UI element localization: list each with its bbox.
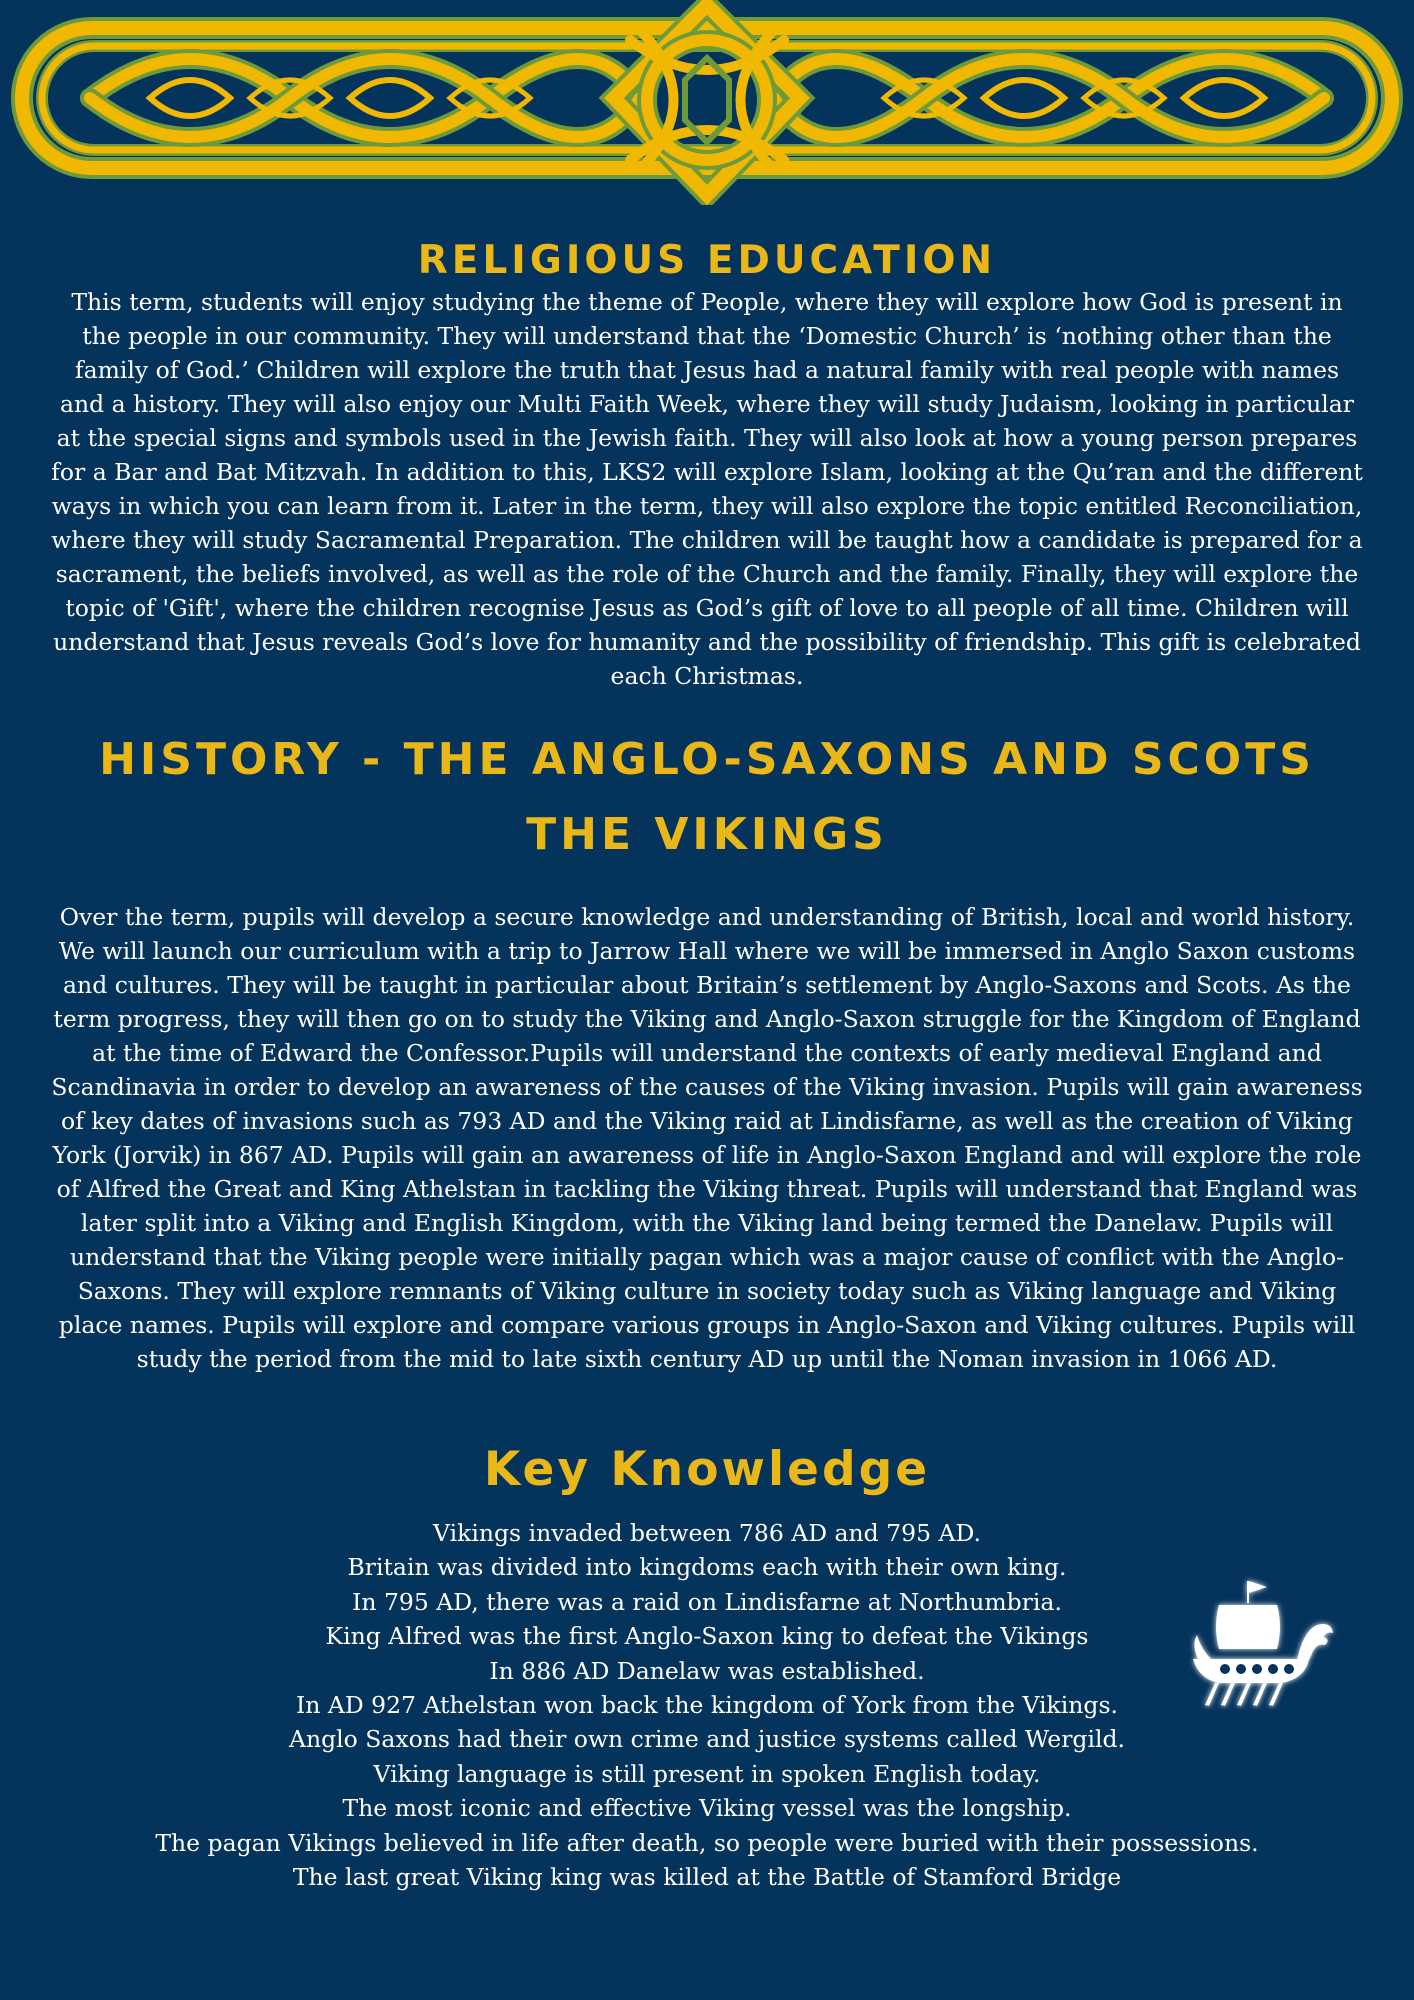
- list-item: The last great Viking king was killed at the Battle of Stamford Bridge: [292, 1863, 1122, 1892]
- history-title-line1: HISTORY - THE ANGLO-SAXONS AND SCOTS: [99, 734, 1315, 785]
- re-title: RELIGIOUS EDUCATION: [417, 238, 997, 283]
- list-item: In AD 927 Athelstan won back the kingdom of York from the Vikings.: [295, 1691, 1118, 1720]
- list-item: In 795 AD, there was a raid on Lindisfarne at Northumbria.: [352, 1587, 1062, 1616]
- list-item: Britain was divided into kingdoms each with their own king.: [347, 1553, 1067, 1582]
- history-body: Over the term, pupils will develop a secure knowledge and understanding of British, local and world history. We will launch our curriculum with a trip to Jarrow Hall where we will be immersed in Anglo Saxon customs and cultures. They will be taught in particular about Britain’s settlement by Anglo-Saxons and Scots. As the term progress, they will then go on to study the Viking and Anglo-Saxon struggle for the Kingdom of England at the time of Edward the Confessor.Pupils will understand the contexts of early medieval England and Scandinavia in order to develop an awareness of the causes of the Viking invasion. Pupils will gain awareness of key dates of invasions such as 793 AD and the Viking raid at Lindisfarne, as well as the creation of Viking York (Jorvik) in 867 AD. Pupils will gain an awareness of life in Anglo-Saxon England and will explore the role of Alfred the Great and King Athelstan in tackling the Viking threat. Pupils will understand that England was later split into a Viking and English Kingdom, with the Viking land being termed the Danelaw. Pupils will understand that the Viking people were initially pagan which was a major cause of conflict with the Anglo-Saxons. They will explore remnants of Viking culture in society today such as Viking language and Viking place names. Pupils will explore and compare various groups in Anglo-Saxon and Viking cultures. Pupils will study the period from the mid to late sixth century AD up until the Noman invasion in 1066 AD.: [51, 903, 1363, 1373]
- viking-longship-icon: [1185, 1575, 1345, 1715]
- list-item: The pagan Vikings believed in life after death, so people were buried with their possessions.: [155, 1828, 1259, 1857]
- list-item: King Alfred was the first Anglo-Saxon king to defeat the Vikings: [325, 1622, 1089, 1651]
- celtic-knot-banner-icon: [0, 0, 1414, 205]
- key-knowledge-title: Key Knowledge: [483, 1442, 931, 1497]
- re-body: This term, students will enjoy studying the theme of People, where they will explore how God is present in the people in our community. They will understand that the ‘Domestic Church’ is ‘nothing other than the family of God.’ Children will explore the truth that Jesus had a natural family with real people with names and a history. They will also enjoy our Multi Faith Week, where they will study Judaism, looking in particular at the special signs and symbols used in the Jewish faith. They will also look at how a young person prepares for a Bar and Bat Mitzvah. In addition to this, LKS2 will explore Islam, looking at the Qu’ran and the different ways in which you can learn from it. Later in the term, they will also explore the topic entitled Reconciliation, where they will study Sacramental Preparation. The children will be taught how a candidate is prepared for a sacrament, the beliefs involved, as well as the role of the Church and the family. Finally, they will explore the topic of 'Gift', where the children recognise Jesus as God’s gift of love to all people of all time. Children will understand that Jesus reveals God’s love for humanity and the possibility of friendship. This gift is celebrated each Christmas.: [51, 288, 1363, 690]
- list-item: Anglo Saxons had their own crime and justice systems called Wergild.: [288, 1725, 1126, 1754]
- history-title-line2: THE VIKINGS: [526, 809, 888, 860]
- key-knowledge-list: [120, 1516, 1294, 1894]
- list-item: Vikings invaded between 786 AD and 795 AD.: [433, 1519, 981, 1547]
- list-item: Viking language is still present in spoken English today.: [373, 1759, 1041, 1788]
- list-item: In 886 AD Danelaw was established.: [489, 1656, 925, 1685]
- list-item: The most iconic and effective Viking vessel was the longship.: [342, 1794, 1072, 1823]
